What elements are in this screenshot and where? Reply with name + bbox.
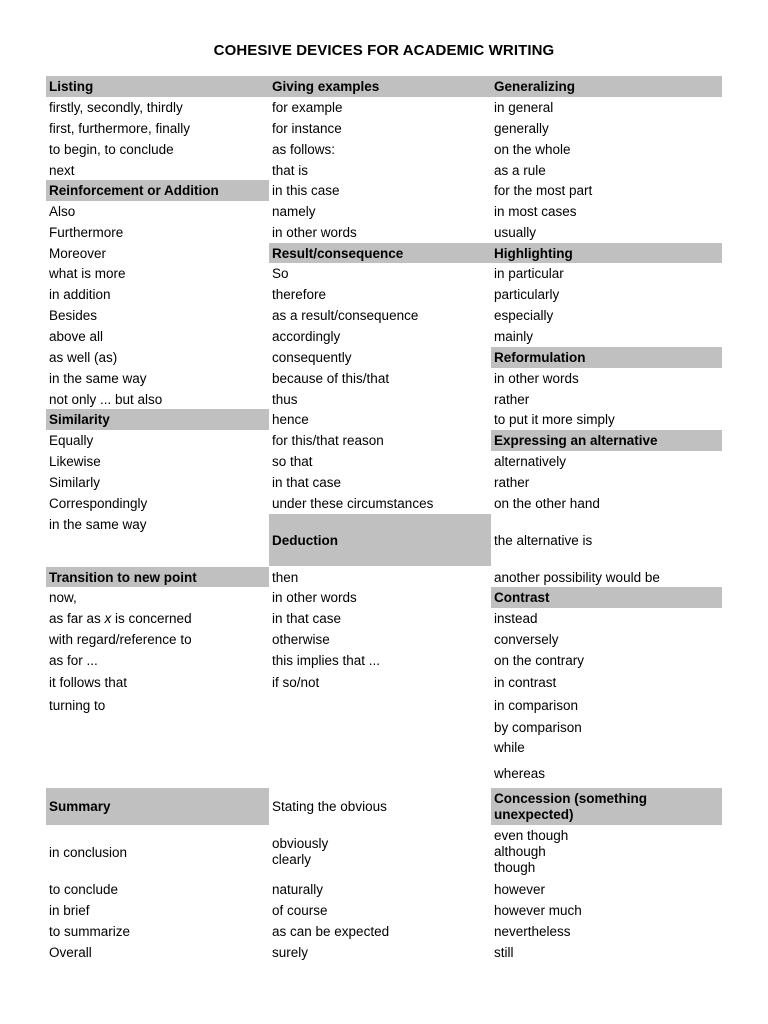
cell-text: on the other hand bbox=[494, 496, 600, 511]
table-cell bbox=[46, 263, 269, 284]
section-heading bbox=[46, 180, 269, 201]
cell-text: particularly bbox=[494, 287, 560, 302]
cell-text: for the most part bbox=[494, 183, 593, 198]
table-cell bbox=[491, 139, 722, 160]
table-cell bbox=[46, 942, 269, 962]
cell-text: in the same way bbox=[49, 517, 147, 532]
table-cell bbox=[491, 879, 722, 900]
cell-text: above all bbox=[49, 329, 104, 344]
cell-text: in contrast bbox=[494, 674, 557, 690]
table-cell bbox=[269, 879, 491, 900]
cell-text: naturally bbox=[272, 882, 324, 897]
cell-text: Similarly bbox=[49, 475, 101, 490]
cell-text: Reinforcement or Addition bbox=[49, 183, 219, 198]
cell-text: now, bbox=[49, 590, 77, 605]
section-heading bbox=[491, 587, 722, 608]
cell-text: Reformulation bbox=[494, 350, 586, 365]
cell-text: however much bbox=[494, 903, 582, 918]
cell-text: Contrast bbox=[494, 590, 550, 605]
cell-text: alternatively bbox=[494, 454, 567, 469]
cell-text: rather bbox=[494, 475, 530, 490]
table-cell bbox=[491, 608, 722, 629]
cell-text: next bbox=[49, 162, 75, 178]
cell-text: in that case bbox=[272, 475, 342, 490]
table-cell bbox=[269, 139, 491, 160]
cell-text: Result/consequence bbox=[272, 245, 404, 261]
table-cell bbox=[46, 305, 269, 326]
cell-text: as well (as) bbox=[49, 350, 118, 365]
cell-line: although bbox=[494, 844, 546, 859]
table-cell bbox=[491, 222, 722, 243]
cell-text: Correspondingly bbox=[49, 496, 148, 511]
table-cell bbox=[46, 921, 269, 942]
cell-text: that is bbox=[272, 162, 309, 178]
table-cell bbox=[269, 451, 491, 472]
table-cell bbox=[491, 180, 722, 201]
cell-text: Equally bbox=[49, 433, 94, 448]
table-cell bbox=[491, 758, 722, 788]
table-cell bbox=[46, 670, 269, 694]
cell-text: So bbox=[272, 266, 289, 281]
table-cell bbox=[491, 368, 722, 389]
table-cell bbox=[46, 389, 269, 409]
cell-text: as a result/consequence bbox=[272, 308, 419, 323]
table-cell bbox=[491, 472, 722, 493]
cell-text: so that bbox=[272, 454, 313, 469]
cell-text: in comparison bbox=[494, 698, 579, 713]
section-heading bbox=[491, 430, 722, 451]
cell-text: with regard/reference to bbox=[49, 632, 192, 647]
table-cell bbox=[46, 97, 269, 118]
table-cell bbox=[269, 942, 491, 962]
table-cell bbox=[46, 608, 269, 629]
table-cell bbox=[269, 263, 491, 284]
cell-text: in conclusion bbox=[49, 844, 128, 860]
cell-text: usually bbox=[494, 225, 537, 240]
section-heading bbox=[491, 788, 722, 825]
table-cell bbox=[269, 825, 491, 879]
cell-text: still bbox=[494, 944, 514, 960]
cell-text: in that case bbox=[272, 611, 342, 626]
cell-text: in most cases bbox=[494, 204, 577, 219]
table-cell bbox=[46, 493, 269, 514]
table-cell bbox=[46, 430, 269, 451]
cell-text: Likewise bbox=[49, 454, 101, 469]
table-cell bbox=[491, 629, 722, 650]
table-cell bbox=[491, 514, 722, 566]
cell-text: namely bbox=[272, 204, 316, 219]
cell-line: Concession (something bbox=[494, 790, 648, 806]
cell-text: in other words bbox=[272, 225, 357, 240]
table-cell bbox=[269, 118, 491, 139]
table-cell bbox=[46, 139, 269, 160]
table-cell bbox=[491, 900, 722, 921]
table-cell bbox=[269, 493, 491, 514]
cell-text: Summary bbox=[49, 799, 111, 814]
cell-text: otherwise bbox=[272, 632, 330, 647]
cell-text: Overall bbox=[49, 944, 92, 960]
cell-text: then bbox=[272, 569, 299, 585]
table-cell bbox=[46, 629, 269, 650]
cell-text: Stating the obvious bbox=[272, 799, 387, 814]
table-cell bbox=[269, 567, 491, 587]
table-cell bbox=[491, 326, 722, 347]
table-cell bbox=[491, 201, 722, 222]
cell-text: in this case bbox=[272, 183, 340, 198]
table-cell bbox=[46, 825, 269, 879]
section-heading bbox=[269, 514, 491, 566]
table-cell bbox=[269, 389, 491, 409]
cell-text: Similarity bbox=[49, 412, 110, 427]
table-cell bbox=[491, 305, 722, 326]
table-cell bbox=[491, 493, 722, 514]
table-cell bbox=[491, 737, 722, 758]
table-cell bbox=[46, 347, 269, 368]
section-heading bbox=[269, 243, 491, 263]
table-cell bbox=[46, 650, 269, 670]
cell-text: the alternative is bbox=[494, 532, 593, 548]
cell-text: firstly, secondly, thirdly bbox=[49, 100, 183, 115]
cell-text: hence bbox=[272, 412, 309, 427]
section-heading bbox=[269, 76, 491, 97]
cell-line: clearly bbox=[272, 852, 312, 867]
cell-text: for instance bbox=[272, 121, 342, 136]
section-heading bbox=[491, 76, 722, 97]
table-cell bbox=[269, 284, 491, 305]
cell-text: in brief bbox=[49, 903, 90, 918]
cell-text: in other words bbox=[272, 590, 357, 605]
section-heading bbox=[46, 76, 269, 97]
table-cell bbox=[269, 326, 491, 347]
table-cell bbox=[491, 97, 722, 118]
cell-text: first, furthermore, finally bbox=[49, 121, 191, 136]
table-cell bbox=[491, 670, 722, 694]
table-cell bbox=[269, 368, 491, 389]
table-cell bbox=[269, 180, 491, 201]
section-heading bbox=[46, 567, 269, 587]
table-cell bbox=[491, 263, 722, 284]
cell-text: on the contrary bbox=[494, 652, 585, 668]
cell-text: in other words bbox=[494, 371, 579, 386]
section-heading bbox=[46, 788, 269, 825]
cell-text: another possibility would be bbox=[494, 569, 660, 585]
table-cell bbox=[269, 222, 491, 243]
table-cell bbox=[46, 222, 269, 243]
cell-text: mainly bbox=[494, 329, 534, 344]
cell-text: as can be expected bbox=[272, 924, 390, 939]
table-cell bbox=[269, 788, 491, 825]
table-cell bbox=[269, 430, 491, 451]
table-cell bbox=[491, 160, 722, 180]
cell-text: however bbox=[494, 882, 546, 897]
section-heading bbox=[491, 243, 722, 263]
cell-text: Giving examples bbox=[272, 79, 380, 94]
cell-text: thus bbox=[272, 391, 298, 407]
cell-text: Deduction bbox=[272, 532, 338, 548]
table-cell bbox=[491, 409, 722, 430]
cell-text: in the same way bbox=[49, 371, 147, 386]
cell-text: to conclude bbox=[49, 882, 119, 897]
table-cell bbox=[269, 650, 491, 670]
cell-text: of course bbox=[272, 903, 328, 918]
table-cell bbox=[491, 717, 722, 737]
cell-text: consequently bbox=[272, 350, 352, 365]
table-cell bbox=[491, 921, 722, 942]
table-cell bbox=[491, 118, 722, 139]
table-cell bbox=[269, 347, 491, 368]
table-cell bbox=[269, 160, 491, 180]
cell-line: even though bbox=[494, 828, 569, 843]
cell-text: this implies that ... bbox=[272, 652, 381, 668]
table-cell bbox=[46, 587, 269, 608]
section-heading bbox=[491, 347, 722, 368]
table-cell bbox=[46, 368, 269, 389]
cell-text: for example bbox=[272, 100, 343, 115]
cell-text: as follows: bbox=[272, 142, 336, 157]
table-cell bbox=[269, 409, 491, 430]
table-cell bbox=[491, 389, 722, 409]
cell-text: if so/not bbox=[272, 674, 320, 690]
table-cell bbox=[46, 900, 269, 921]
table-cell bbox=[269, 900, 491, 921]
table-cell bbox=[269, 201, 491, 222]
cell-text: especially bbox=[494, 308, 554, 323]
cell-text: Also bbox=[49, 204, 76, 219]
cell-text: Besides bbox=[49, 308, 98, 323]
table-cell bbox=[46, 326, 269, 347]
cell-text: as a rule bbox=[494, 162, 546, 178]
cell-text: because of this/that bbox=[272, 371, 390, 386]
cell-text: Moreover bbox=[49, 245, 107, 261]
table-cell bbox=[491, 825, 722, 879]
table-cell bbox=[269, 629, 491, 650]
cell-text: what is more bbox=[49, 266, 126, 281]
cell-text: surely bbox=[272, 944, 309, 960]
cell-text: it follows that bbox=[49, 674, 128, 690]
table-cell bbox=[46, 472, 269, 493]
cell-text: conversely bbox=[494, 632, 559, 647]
cell-text: instead bbox=[494, 611, 538, 626]
cell-text: by comparison bbox=[494, 719, 582, 735]
table-cell bbox=[491, 451, 722, 472]
table-cell bbox=[269, 305, 491, 326]
page-title: COHESIVE DEVICES FOR ACADEMIC WRITING bbox=[213, 42, 555, 59]
table-cell bbox=[491, 694, 722, 717]
cell-text: to begin, to conclude bbox=[49, 142, 174, 157]
section-heading bbox=[46, 409, 269, 430]
cell-text: accordingly bbox=[272, 329, 341, 344]
table-cell bbox=[46, 284, 269, 305]
table-cell bbox=[46, 451, 269, 472]
table-cell bbox=[46, 160, 269, 180]
cell-text: nevertheless bbox=[494, 924, 571, 939]
cell-text: in particular bbox=[494, 266, 564, 281]
cell-text: generally bbox=[494, 121, 549, 136]
table-cell bbox=[46, 201, 269, 222]
cell-text: turning to bbox=[49, 698, 106, 713]
table-cell bbox=[269, 921, 491, 942]
table-cell bbox=[491, 650, 722, 670]
table-cell bbox=[46, 879, 269, 900]
cell-text: not only ... but also bbox=[49, 391, 163, 407]
table-cell bbox=[269, 97, 491, 118]
table-cell bbox=[269, 608, 491, 629]
cell-line: unexpected) bbox=[494, 806, 574, 822]
cell-text: rather bbox=[494, 391, 530, 407]
table-cell bbox=[46, 118, 269, 139]
table-cell bbox=[46, 243, 269, 263]
table-cell bbox=[491, 567, 722, 587]
cell-text: whereas bbox=[494, 765, 546, 781]
cell-text: for this/that reason bbox=[272, 433, 384, 448]
cell-text: Furthermore bbox=[49, 225, 124, 240]
cell-text: Listing bbox=[49, 79, 94, 94]
table-cell bbox=[269, 472, 491, 493]
cell-text: Generalizing bbox=[494, 79, 576, 94]
table-cell bbox=[269, 587, 491, 608]
table-cell bbox=[491, 942, 722, 962]
cell-text: to summarize bbox=[49, 924, 131, 939]
cell-text: in addition bbox=[49, 287, 111, 302]
cell-text: therefore bbox=[272, 287, 327, 302]
cell-text: while bbox=[494, 740, 525, 755]
cell-line: obviously bbox=[272, 836, 329, 851]
cell-text: on the whole bbox=[494, 142, 571, 157]
table-cell bbox=[491, 284, 722, 305]
cell-line: though bbox=[494, 860, 536, 875]
cell-text: Highlighting bbox=[494, 245, 573, 261]
cell-text: in general bbox=[494, 100, 554, 115]
table-cell bbox=[46, 694, 269, 717]
cell-text: Transition to new point bbox=[49, 569, 197, 585]
cell-text: as for ... bbox=[49, 652, 98, 668]
cell-text: to put it more simply bbox=[494, 412, 615, 427]
cell-text: under these circumstances bbox=[272, 496, 434, 511]
cell-text: as far as x is concerned bbox=[49, 611, 192, 626]
table-cell bbox=[269, 670, 491, 694]
table-cell bbox=[46, 514, 269, 535]
cell-text: Expressing an alternative bbox=[494, 433, 658, 448]
